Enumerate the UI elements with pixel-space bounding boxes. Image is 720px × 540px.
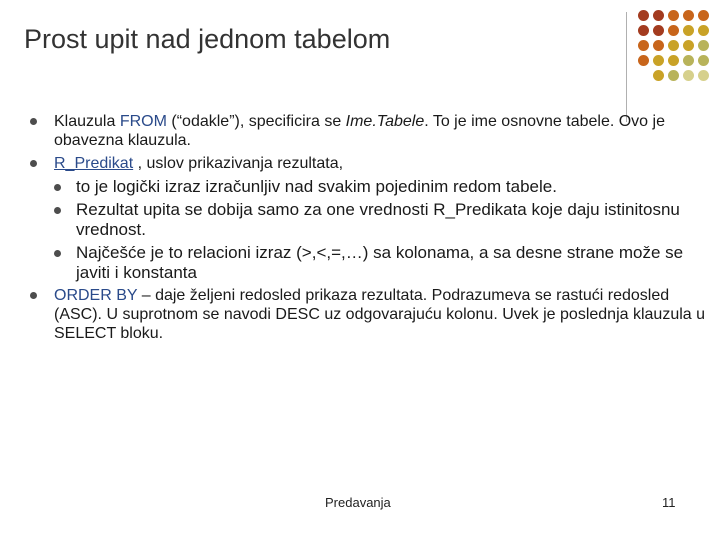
- decorative-divider: [626, 12, 627, 122]
- bullet-text: R_Predikat , uslov prikazivanja rezultata,: [54, 155, 344, 172]
- bullet-icon: [30, 118, 37, 125]
- decorative-dot: [668, 55, 679, 66]
- decorative-dot: [683, 40, 694, 51]
- table-name: Ime.Tabele: [345, 113, 425, 130]
- bullet-text: ORDER BY – daje željeni redosled prikaza rezultata. Podrazumeva se rastući redosled (ASC). U suprotnom se navodi DESC uz odgovarajuću kolonu. Uvek je poslednja klauzula u SELECT bloku.: [54, 287, 706, 342]
- bullet-icon: [54, 184, 61, 191]
- decorative-dot: [638, 10, 649, 21]
- decorative-dot: [653, 25, 664, 36]
- decorative-dot: [668, 70, 679, 81]
- decorative-dot: [653, 10, 664, 21]
- decorative-dot: [638, 25, 649, 36]
- slide-title: Prost upit nad jednom tabelom: [24, 24, 391, 54]
- decorative-dot: [638, 55, 649, 66]
- decorative-dot: [668, 25, 679, 36]
- decorative-dot: [653, 70, 664, 81]
- slide-content: [30, 112, 710, 347]
- predicate-term: R_Predikat: [54, 155, 134, 172]
- sub-bullet-text: Rezultat upita se dobija samo za one vrednosti R_Predikata koje daju istinitosnu vrednost.: [76, 200, 680, 239]
- decorative-dot: [698, 10, 709, 21]
- keyword-from: FROM: [119, 113, 167, 130]
- bullet-predicate: [30, 154, 710, 173]
- bullet-text: Klauzula FROM (“odakle”), specificira se Ime.Tabele. To je ime osnovne tabele. Ovo je obavezna klauzula.: [54, 113, 665, 149]
- decorative-dot: [683, 10, 694, 21]
- sub-bullet: [54, 177, 710, 197]
- bullet-icon: [54, 250, 61, 257]
- page-number: 11: [662, 495, 676, 510]
- sub-bullet-text: to je logički izraz izračunljiv nad svakim pojedinim redom tabele.: [76, 177, 557, 196]
- decorative-dot: [683, 25, 694, 36]
- decorative-dot: [698, 40, 709, 51]
- decorative-dot: [698, 70, 709, 81]
- decorative-dot: [653, 55, 664, 66]
- bullet-icon: [54, 207, 61, 214]
- footer-label: Predavanja: [325, 495, 391, 510]
- decorative-dot: [638, 40, 649, 51]
- sub-bullet: [54, 243, 710, 283]
- decorative-dot: [683, 70, 694, 81]
- bullet-order-by: [30, 286, 710, 343]
- bullet-from-clause: [30, 112, 710, 150]
- decorative-dot: [698, 25, 709, 36]
- decorative-dot: [668, 40, 679, 51]
- sub-bullet: [54, 200, 710, 240]
- decorative-dot: [653, 40, 664, 51]
- sub-bullet-text: Najčešće je to relacioni izraz (>,<,=,…) sa kolonama, a sa desne strane može se javiti i konstanta: [76, 243, 684, 282]
- bullet-icon: [30, 160, 37, 167]
- keyword-order-by: ORDER BY: [54, 287, 138, 304]
- decorative-dot: [668, 10, 679, 21]
- decorative-dot: [683, 55, 694, 66]
- bullet-icon: [30, 292, 37, 299]
- decorative-dot: [698, 55, 709, 66]
